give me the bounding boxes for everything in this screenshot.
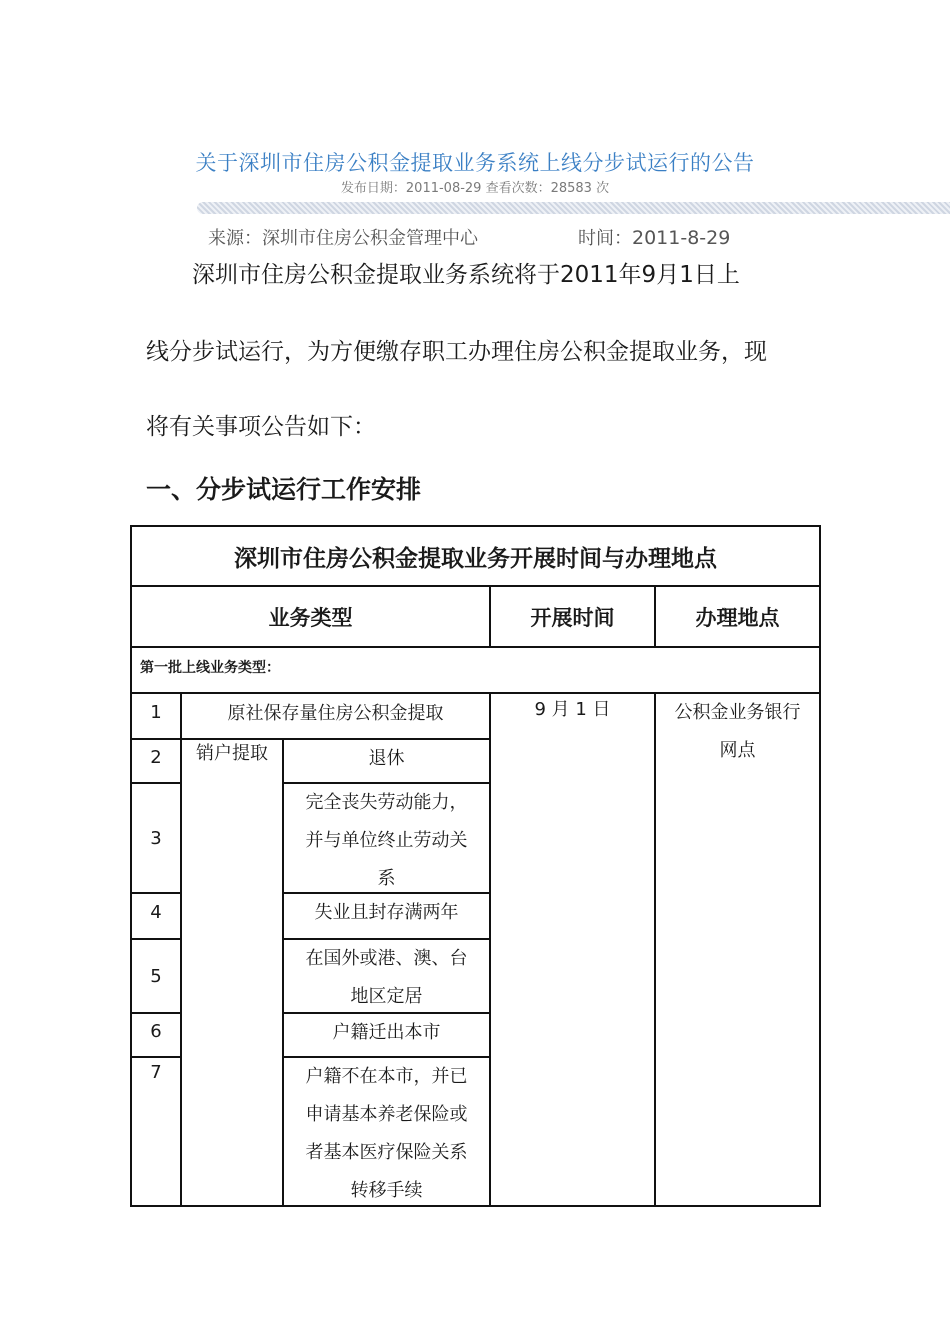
cell-line: 者基本医疗保险关系	[305, 1142, 468, 1163]
cell-line: 网点	[719, 740, 756, 761]
start-day: 1	[575, 699, 587, 720]
row-number: 2	[130, 738, 182, 784]
business-type-cell	[282, 938, 491, 1014]
body-year: 2011	[560, 262, 619, 288]
cell-line: 公积金业务银行	[674, 702, 801, 723]
business-type-cell: 失业且封存满两年	[282, 892, 491, 940]
cell-line: 并与单位终止劳动关	[305, 830, 468, 851]
body-text: 日上	[693, 262, 740, 288]
time-label: 时间：	[578, 228, 632, 249]
notice-title: 关于深圳市住房公积金提取业务系统上线分步试运行的公告	[195, 151, 755, 175]
cancel-account-label: 销户提取	[180, 738, 284, 1207]
body-line-2: 线分步试运行，为方便缴存职工办理住房公积金提取业务，现	[146, 339, 767, 365]
cell-line: 完全丧失劳动能力，	[305, 792, 468, 813]
body-line-3: 将有关事项公告如下：	[146, 414, 376, 440]
batch-label: 第一批上线业务类型：	[130, 646, 821, 694]
cell-line: 转移手续	[350, 1180, 423, 1201]
section-heading: 一、分步试运行工作安排	[146, 475, 422, 504]
business-type-cell	[282, 782, 491, 894]
header-business-type: 业务类型	[130, 585, 491, 648]
row-number: 3	[130, 782, 182, 894]
cell-line: 申请基本养老保险或	[305, 1104, 468, 1125]
header-location: 办理地点	[654, 585, 821, 648]
body-text: 深圳市住房公积金提取业务系统将于	[192, 262, 560, 288]
body-day: 1	[679, 262, 694, 288]
cell-line: 系	[377, 868, 396, 889]
row-number: 1	[130, 692, 182, 740]
time-value: 2011-8-29	[632, 227, 731, 249]
publish-meta: 发布日期：2011-08-29 查看次数：28583 次	[340, 181, 610, 196]
body-month: 9	[641, 262, 657, 288]
body-text: 月	[656, 262, 680, 288]
body-text: 年	[618, 262, 642, 288]
business-type-cell	[282, 1056, 491, 1207]
start-time-cell	[489, 692, 656, 1207]
business-type-cell: 退休	[282, 738, 491, 784]
cell-line: 地区定居	[350, 986, 423, 1007]
start-day-unit: 日	[592, 699, 611, 720]
table-caption: 深圳市住房公积金提取业务开展时间与办理地点	[130, 525, 821, 587]
row-number: 4	[130, 892, 182, 940]
row-number: 5	[130, 938, 182, 1014]
start-month: 9	[534, 699, 546, 720]
business-type-cell: 户籍迁出本市	[282, 1012, 491, 1058]
row-number: 7	[130, 1056, 182, 1207]
header-start-time: 开展时间	[489, 585, 656, 648]
row-number: 6	[130, 1012, 182, 1058]
cell-line: 户籍不在本市，并已	[305, 1066, 468, 1087]
location-cell	[654, 692, 821, 1207]
start-month-unit: 月	[551, 699, 570, 720]
source-label: 来源：深圳市住房公积金管理中心	[208, 228, 478, 249]
time-info	[578, 224, 730, 250]
business-type-cell: 原社保存量住房公积金提取	[180, 692, 491, 740]
cell-line: 在国外或港、澳、台	[305, 948, 468, 969]
decorative-divider	[197, 202, 950, 214]
body-line-1	[192, 256, 740, 289]
